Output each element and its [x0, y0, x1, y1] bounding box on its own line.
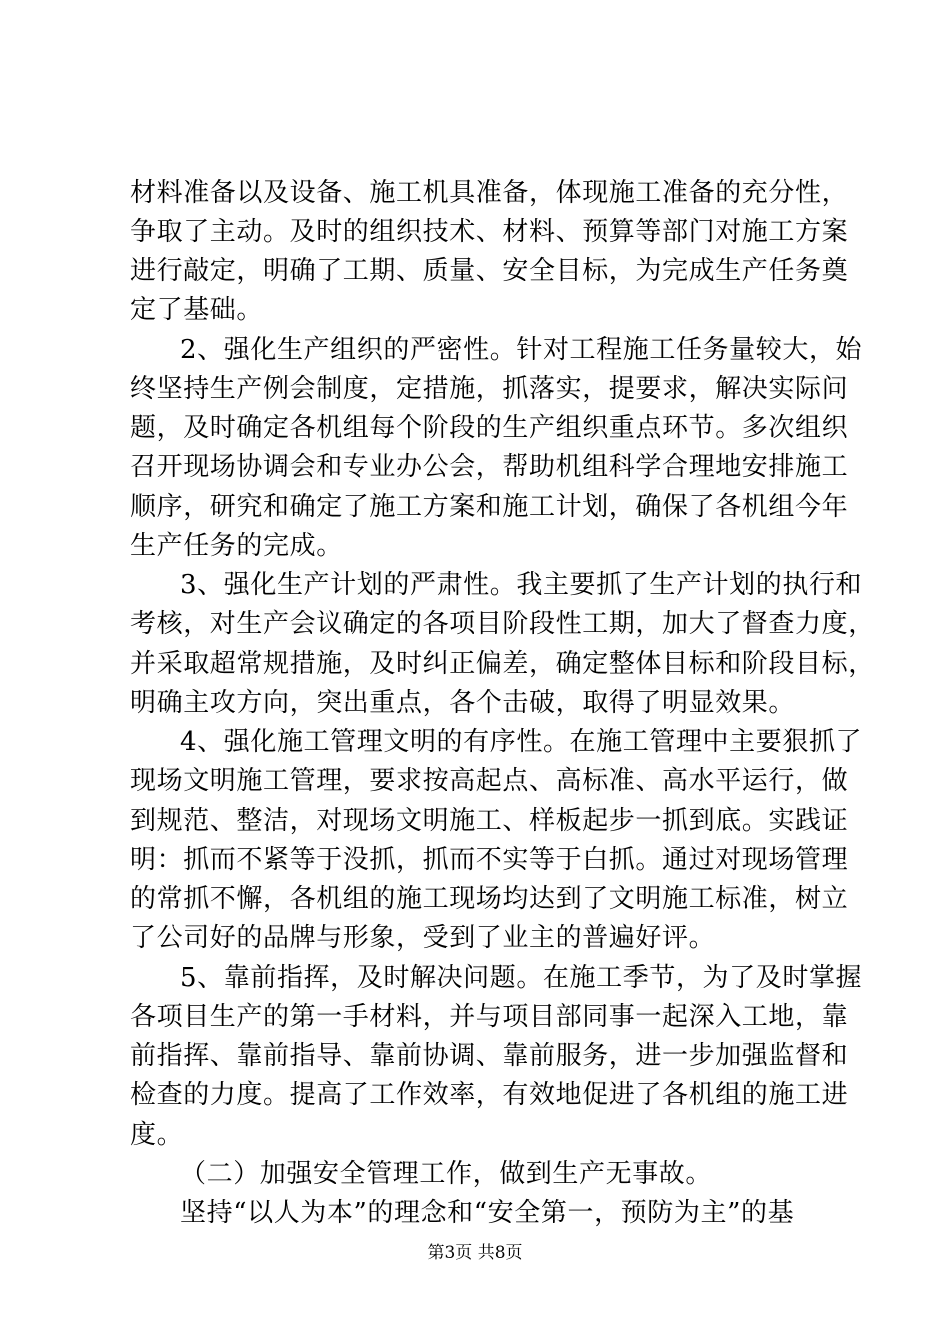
- text-line: 材料准备以及设备、施工机具准备，体现施工准备的充分性，: [130, 178, 849, 208]
- text-line: 生产任务的完成。: [130, 531, 343, 561]
- text-line: 检查的力度。提高了工作效率，有效地促进了各机组的施工进: [130, 1080, 849, 1110]
- text-line: 坚持“以人为本”的理念和“安全第一，预防为主”的基: [180, 1198, 795, 1228]
- text-line: 的常抓不懈，各机组的施工现场均达到了文明施工标准，树立: [130, 884, 849, 914]
- text-line: 3、强化生产计划的严肃性。我主要抓了生产计划的执行和: [180, 570, 863, 600]
- text-line: 题，及时确定各机组每个阶段的生产组织重点环节。多次组织: [130, 413, 849, 443]
- text-line: 明确主攻方向，突出重点，各个击破，取得了明显效果。: [130, 688, 796, 718]
- text-line: 前指挥、靠前指导、靠前协调、靠前服务，进一步加强监督和: [130, 1041, 849, 1071]
- text-line: 明：抓而不紧等于没抓，抓而不实等于白抓。通过对现场管理: [130, 845, 849, 875]
- text-line: 定了基础。: [130, 295, 264, 325]
- text-line: 考核，对生产会议确定的各项目阶段性工期，加大了督查力度，: [130, 609, 875, 639]
- text-line: 召开现场协调会和专业办公会，帮助机组科学合理地安排施工: [130, 452, 849, 482]
- text-line: 进行敲定，明确了工期、质量、安全目标，为完成生产任务奠: [130, 256, 849, 286]
- text-line: 终坚持生产例会制度，定措施，抓落实，提要求，解决实际问: [130, 374, 849, 404]
- text-line: 度。: [130, 1120, 184, 1150]
- text-line: 顺序，研究和确定了施工方案和施工计划，确保了各机组今年: [130, 492, 849, 522]
- text-line: 2、强化生产组织的严密性。针对工程施工任务量较大，始: [180, 335, 863, 365]
- section-heading: （二）加强安全管理工作，做到生产无事故。: [180, 1159, 713, 1189]
- text-line: 争取了主动。及时的组织技术、材料、预算等部门对施工方案: [130, 217, 849, 247]
- text-line: 并采取超常规措施，及时纠正偏差，确定整体目标和阶段目标，: [130, 649, 875, 679]
- text-line: 5、靠前指挥，及时解决问题。在施工季节，为了及时掌握: [180, 963, 863, 993]
- text-line: 4、强化施工管理文明的有序性。在施工管理中主要狠抓了: [180, 727, 863, 757]
- text-line: 现场文明施工管理，要求按高起点、高标准、高水平运行，做: [130, 766, 849, 796]
- text-line: 到规范、整洁，对现场文明施工、样板起步一抓到底。实践证: [130, 806, 849, 836]
- text-line: 各项目生产的第一手材料，并与项目部同事一起深入工地，靠: [130, 1002, 849, 1032]
- text-line: 了公司好的品牌与形象，受到了业主的普遍好评。: [130, 923, 716, 953]
- page-footer: 第3页 共8页: [427, 1243, 523, 1263]
